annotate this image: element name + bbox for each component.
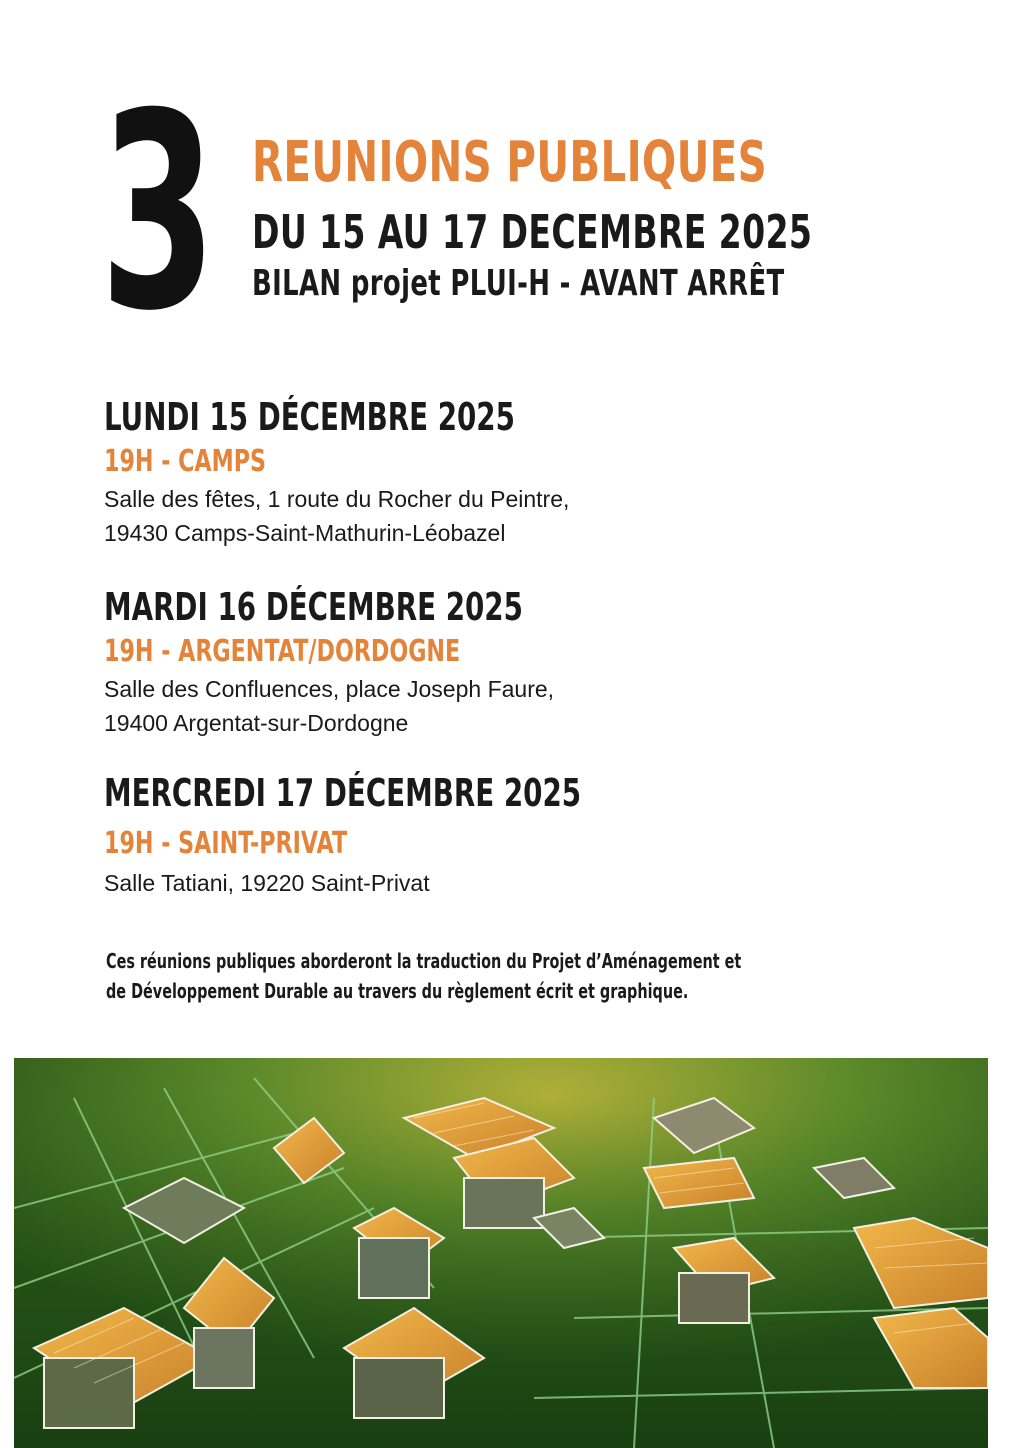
description-note bbox=[106, 946, 898, 1006]
event-item bbox=[104, 768, 758, 900]
note-line: Ces réunions publiques aborderont la traduction du Projet d’Aménagement et bbox=[106, 949, 742, 973]
event-item bbox=[104, 392, 667, 550]
event-day: MARDI 16 DÉCEMBRE 2025 bbox=[104, 585, 523, 629]
event-address-line: 19400 Argentat-sur-Dordogne bbox=[104, 710, 409, 736]
village-illustration bbox=[14, 1058, 988, 1448]
event-day: MERCREDI 17 DÉCEMBRE 2025 bbox=[104, 771, 582, 815]
note-line: de Développement Durable au travers du règlement écrit et graphique. bbox=[106, 979, 689, 1003]
event-day: LUNDI 15 DÉCEMBRE 2025 bbox=[104, 395, 515, 439]
event-address-line: Salle des Confluences, place Joseph Faure, bbox=[104, 676, 555, 702]
event-address-line: Salle des fêtes, 1 route du Rocher du Peintre, bbox=[104, 486, 570, 512]
page-title: REUNIONS PUBLIQUES bbox=[252, 130, 767, 195]
event-time-place: 19H - SAINT-PRIVAT bbox=[104, 826, 348, 861]
event-item bbox=[104, 582, 678, 740]
date-range: DU 15 AU 17 DECEMBRE 2025 bbox=[252, 205, 813, 259]
event-time-place: 19H - CAMPS bbox=[104, 444, 266, 479]
page-subtitle: BILAN projet PLUI-H - AVANT ARRÊT bbox=[252, 263, 785, 304]
event-address-line: Salle Tatiani, 19220 Saint-Privat bbox=[104, 870, 430, 896]
event-address-line: 19430 Camps-Saint-Mathurin-Léobazel bbox=[104, 520, 506, 546]
header bbox=[252, 130, 1024, 306]
big-number-three: 3 bbox=[100, 55, 213, 370]
event-time-place: 19H - ARGENTAT/DORDOGNE bbox=[104, 634, 461, 669]
